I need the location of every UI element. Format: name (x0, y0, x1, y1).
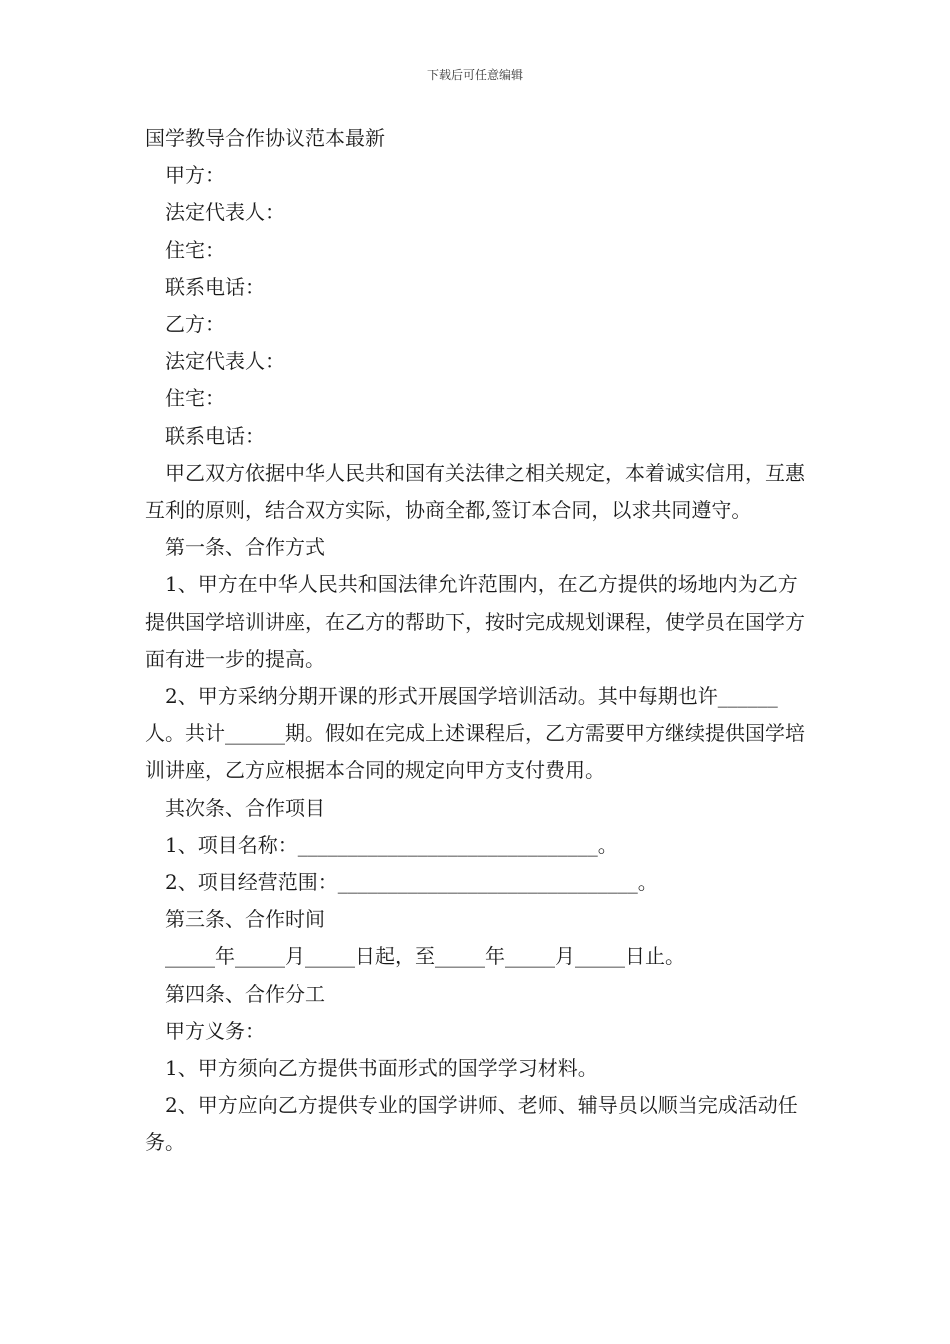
article-3-period: _____年_____月_____日起，至_____年_____月_____日止。 (165, 944, 685, 969)
party-b-label: 乙方： (165, 312, 225, 337)
article-2-heading: 其次条、合作项目 (165, 795, 325, 820)
article-2-item-2: 2、项目经营范围：______________________________。 (165, 870, 658, 895)
party-b-phone: 联系电话： (165, 423, 265, 448)
article-1-item-2: 2、甲方采纳分期开课的形式开展国学培训活动。其中每期也许______人。共计______期。假如在完成上述课程后，乙方需要甲方继续提供国学培训讲座，乙方应根据本合同的规定向甲方支付费用。 (145, 684, 805, 783)
document-body (145, 120, 810, 1162)
article-4-heading: 第四条、合作分工 (165, 981, 325, 1006)
header-note: 下载后可任意编辑 (426, 68, 523, 82)
article-3-heading: 第三条、合作时间 (165, 907, 325, 932)
document-title: 国学教导合作协议范本最新 (145, 126, 385, 150)
party-a-representative: 法定代表人： (165, 200, 285, 225)
preamble-paragraph: 甲乙双方依据中华人民共和国有关法律之相关规定，本着诚实信用，互惠互利的原则，结合双方实际，协商全都,签订本合同，以求共同遵守。 (145, 460, 805, 523)
article-2-item-1: 1、项目名称：______________________________。 (165, 832, 618, 857)
party-a-label: 甲方： (165, 163, 225, 188)
article-4-item-1: 1、甲方须向乙方提供书面形式的国学学习材料。 (165, 1056, 598, 1081)
party-b-address: 住宅： (165, 386, 225, 411)
party-a-address: 住宅： (165, 237, 225, 262)
article-1-item-1: 1、甲方在中华人民共和国法律允许范围内，在乙方提供的场地内为乙方提供国学培训讲座，在乙方的帮助下，按时完成规划课程，使学员在国学方面有进一步的提高。 (145, 572, 805, 671)
article-1-heading: 第一条、合作方式 (165, 535, 325, 560)
party-a-phone: 联系电话： (165, 274, 265, 299)
article-4-item-2: 2、甲方应向乙方提供专业的国学讲师、老师、辅导员以顺当完成活动任务。 (145, 1093, 798, 1155)
party-a-duties-label: 甲方义务： (165, 1018, 265, 1043)
party-b-representative: 法定代表人： (165, 349, 285, 374)
